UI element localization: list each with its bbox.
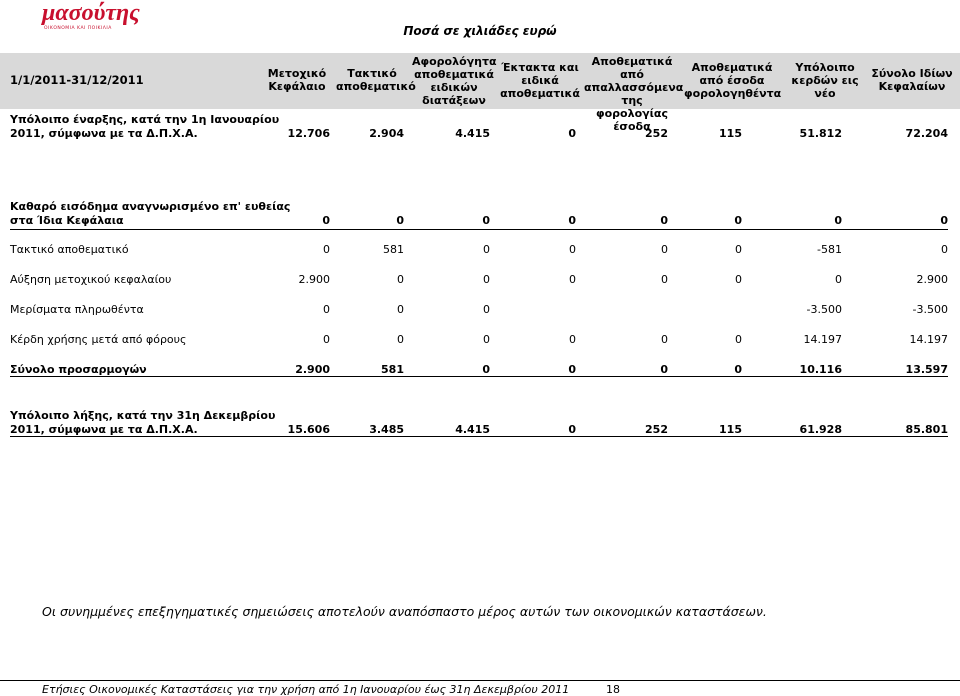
table-cell: -3.500 xyxy=(912,303,948,316)
table-cell: 581 xyxy=(383,243,404,256)
table-cell: 2.904 xyxy=(369,127,404,140)
footer-text: Ετήσιες Οικονομικές Καταστάσεις για την χρήση από 1η Ιανουαρίου έως 31η Δεκεμβρίου 2011 xyxy=(42,683,570,696)
table-cell: 0 xyxy=(661,273,668,286)
table-cell: 252 xyxy=(645,423,668,436)
col-header-untaxed-reserves: Αφορολόγητα αποθεματικά ειδικών διατάξεων xyxy=(412,55,497,107)
table-cell: 14.197 xyxy=(909,333,948,346)
table-cell: 581 xyxy=(381,363,404,376)
table-cell: 0 xyxy=(396,214,404,227)
rule-after-net-income xyxy=(10,229,948,230)
table-cell: 0 xyxy=(568,423,576,436)
company-logo: μασούτης xyxy=(42,0,140,26)
row-label-capital-increase: Αύξηση μετοχικού κεφαλαίου xyxy=(10,273,172,286)
table-cell: 115 xyxy=(719,127,742,140)
row-label-opening-balance: Υπόλοιπο έναρξης, κατά την 1η Ιανουαρίου 2011, σύμφωνα με τα Δ.Π.Χ.Α. xyxy=(10,113,280,140)
table-cell: 0 xyxy=(569,273,576,286)
page-number: 18 xyxy=(606,683,620,696)
table-cell: 4.415 xyxy=(455,423,490,436)
table-cell: 0 xyxy=(834,214,842,227)
table-cell: 0 xyxy=(735,273,742,286)
row-label-total-adjustments: Σύνολο προσαρμογών xyxy=(10,363,147,376)
table-cell: 0 xyxy=(397,273,404,286)
table-cell: 0 xyxy=(661,243,668,256)
table-cell: 2.900 xyxy=(916,273,948,286)
table-cell: 115 xyxy=(719,423,742,436)
row-label-closing-balance: Υπόλοιπο λήξης, κατά την 31η Δεκεμβρίου 2011, σύμφωνα με τα Δ.Π.Χ.Α. xyxy=(10,409,276,436)
table-cell: 0 xyxy=(568,127,576,140)
table-cell: 2.900 xyxy=(295,363,330,376)
table-cell: 85.801 xyxy=(905,423,948,436)
table-cell: 0 xyxy=(482,214,490,227)
table-cell: 12.706 xyxy=(287,127,330,140)
table-cell: 0 xyxy=(735,243,742,256)
table-cell: 0 xyxy=(569,333,576,346)
table-cell: 0 xyxy=(323,333,330,346)
table-cell: 0 xyxy=(483,333,490,346)
table-cell: 0 xyxy=(734,363,742,376)
period-label: 1/1/2011-31/12/2011 xyxy=(10,73,144,87)
table-cell: 15.606 xyxy=(287,423,330,436)
table-cell: 0 xyxy=(482,363,490,376)
row-label-dividends-paid: Μερίσματα πληρωθέντα xyxy=(10,303,144,316)
col-header-special-reserves: Έκτακτα και ειδικά αποθεματικά xyxy=(500,61,580,100)
table-cell: 0 xyxy=(734,214,742,227)
table-cell: 72.204 xyxy=(905,127,948,140)
table-cell: 0 xyxy=(660,214,668,227)
col-header-total-equity: Σύνολο Ιδίων Κεφαλαίων xyxy=(871,67,953,93)
notes-statement: Οι συνημμένες επεξηγηματικές σημειώσεις αποτελούν αναπόσπαστο μέρος αυτών των οικονομικών καταστάσεων. xyxy=(42,604,767,619)
table-cell: 0 xyxy=(735,333,742,346)
table-cell: 14.197 xyxy=(803,333,842,346)
table-cell: 0 xyxy=(835,273,842,286)
table-cell: -3.500 xyxy=(806,303,842,316)
table-cell: 0 xyxy=(397,333,404,346)
footer-rule xyxy=(0,680,960,681)
table-cell: 2.900 xyxy=(298,273,330,286)
table-cell: 0 xyxy=(483,303,490,316)
table-cell: 0 xyxy=(941,243,948,256)
table-cell: 0 xyxy=(568,214,576,227)
table-cell: 0 xyxy=(660,363,668,376)
table-cell: 0 xyxy=(323,303,330,316)
table-cell: 51.812 xyxy=(799,127,842,140)
row-label-profit-after-tax: Κέρδη χρήσης μετά από φόρους xyxy=(10,333,187,346)
rule-after-total-adjustments xyxy=(10,376,948,377)
table-cell: 0 xyxy=(661,333,668,346)
table-cell: 0 xyxy=(568,363,576,376)
col-header-tax-exempt-reserves: Αποθεματικά από απαλλασσόμενα της φορολογίας έσοδα xyxy=(584,55,684,133)
table-cell: 0 xyxy=(483,273,490,286)
table-cell: 61.928 xyxy=(799,423,842,436)
table-cell: -581 xyxy=(817,243,842,256)
table-cell: 4.415 xyxy=(455,127,490,140)
table-cell: 0 xyxy=(323,243,330,256)
col-header-retained-earnings: Υπόλοιπο κερδών εις νέο xyxy=(791,61,859,100)
table-cell: 10.116 xyxy=(799,363,842,376)
rule-after-closing-balance xyxy=(10,436,948,437)
row-label-legal-reserve: Τακτικό αποθεματικό xyxy=(10,243,129,256)
amounts-caption: Ποσά σε χιλιάδες ευρώ xyxy=(403,24,557,38)
table-cell: 3.485 xyxy=(369,423,404,436)
table-cell: 0 xyxy=(322,214,330,227)
table-cell: 13.597 xyxy=(905,363,948,376)
table-cell: 0 xyxy=(483,243,490,256)
table-cell: 0 xyxy=(569,243,576,256)
logo-tagline: ΟΙΚΟΝΟΜΙΑ ΚΑΙ ΠΟΙΚΙΛΙΑ xyxy=(44,26,112,31)
col-header-taxed-reserves: Αποθεματικά από έσοδα φορολογηθέντα xyxy=(684,61,782,100)
col-header-share-capital: Μετοχικό Κεφάλαιο xyxy=(267,67,327,93)
table-cell: 0 xyxy=(940,214,948,227)
table-cell: 252 xyxy=(645,127,668,140)
col-header-legal-reserve: Τακτικό αποθεματικό xyxy=(336,67,416,93)
row-label-net-income-equity: Καθαρό εισόδημα αναγνωρισμένο επ' ευθείας στα Ίδια Κεφάλαια xyxy=(10,200,291,227)
table-cell: 0 xyxy=(397,303,404,316)
